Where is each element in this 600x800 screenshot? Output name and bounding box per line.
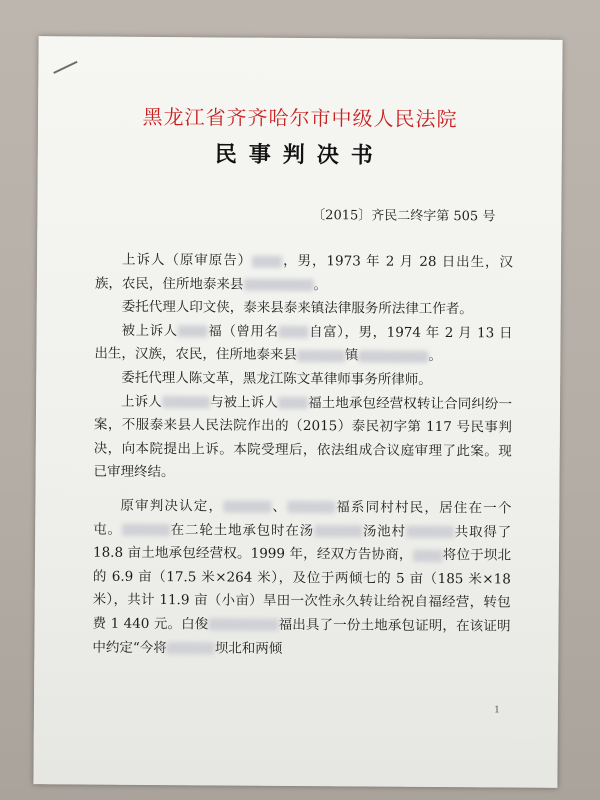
redacted-text	[252, 255, 282, 267]
paragraph-appellant-agent: 委托代理人印文侠，泰来县泰来镇法律服务所法律工作者。	[121, 298, 473, 318]
judgment-body	[92, 249, 513, 663]
document-page	[33, 36, 562, 788]
redacted-text	[413, 549, 443, 561]
redacted-text	[162, 396, 210, 408]
redacted-text	[297, 350, 345, 362]
redacted-text	[223, 501, 271, 513]
redacted-text	[122, 524, 170, 536]
case-number: 〔2015〕齐民二终字第 505 号	[312, 208, 496, 225]
paragraph-findings: 原审判决认定， 、 福系同村村民，居住在一个屯。 在二轮土地承包时在汤 汤池村 共取得了 18.8 亩土地承包经营权。1999 年，经双方告协商， 将位于坝北的 6.9 亩（17.5 米×264 米），及位于两倾七的 5 亩（185 米×18 米），共计 11.9 亩（小亩）旱田一次性永久转让给祝自福经营，转包费 1 440 元。白俊 福出具了一份土地承包证明，在该证明中约定“今将 坝北和两倾	[92, 497, 512, 657]
redacted-text	[278, 397, 308, 409]
court-name: 黑龙江省齐齐哈尔市中级人民法院	[142, 104, 458, 132]
redacted-text	[406, 526, 454, 538]
redacted-text	[178, 325, 208, 337]
redacted-text	[243, 279, 313, 291]
redacted-text	[287, 501, 335, 513]
redacted-text	[208, 619, 278, 631]
redacted-text	[314, 525, 362, 537]
paragraph-case-summary: 上诉人 与被上诉人 福土地承包经营权转让合同纠纷一案，不服泰来县人民法院作出的（2015）泰民初字第 117 号民事判决，向本院提出上诉。本院受理后，依法组成合议庭审理了此案。现已审理终结。	[93, 393, 513, 481]
redacted-text	[279, 326, 309, 338]
paragraph-appellee: 被上诉人 福（曾用名 自富），男，1974 年 2 月 13 日出生，汉族，农民，住所地泰来县 镇 。	[94, 322, 513, 365]
pen-mark	[53, 61, 77, 74]
redacted-text	[167, 642, 215, 654]
redacted-text	[358, 350, 428, 362]
document-type-title: 民事判决书	[214, 141, 385, 169]
paragraph-appellee-agent: 委托代理人陈文革，黑龙江陈文革律师事务所律师。	[121, 369, 432, 388]
page-number: 1	[494, 705, 500, 716]
paragraph-appellant: 上诉人（原审原告） ，男，1973 年 2 月 28 日出生，汉族，农民，住所地泰来县 。	[94, 251, 514, 293]
